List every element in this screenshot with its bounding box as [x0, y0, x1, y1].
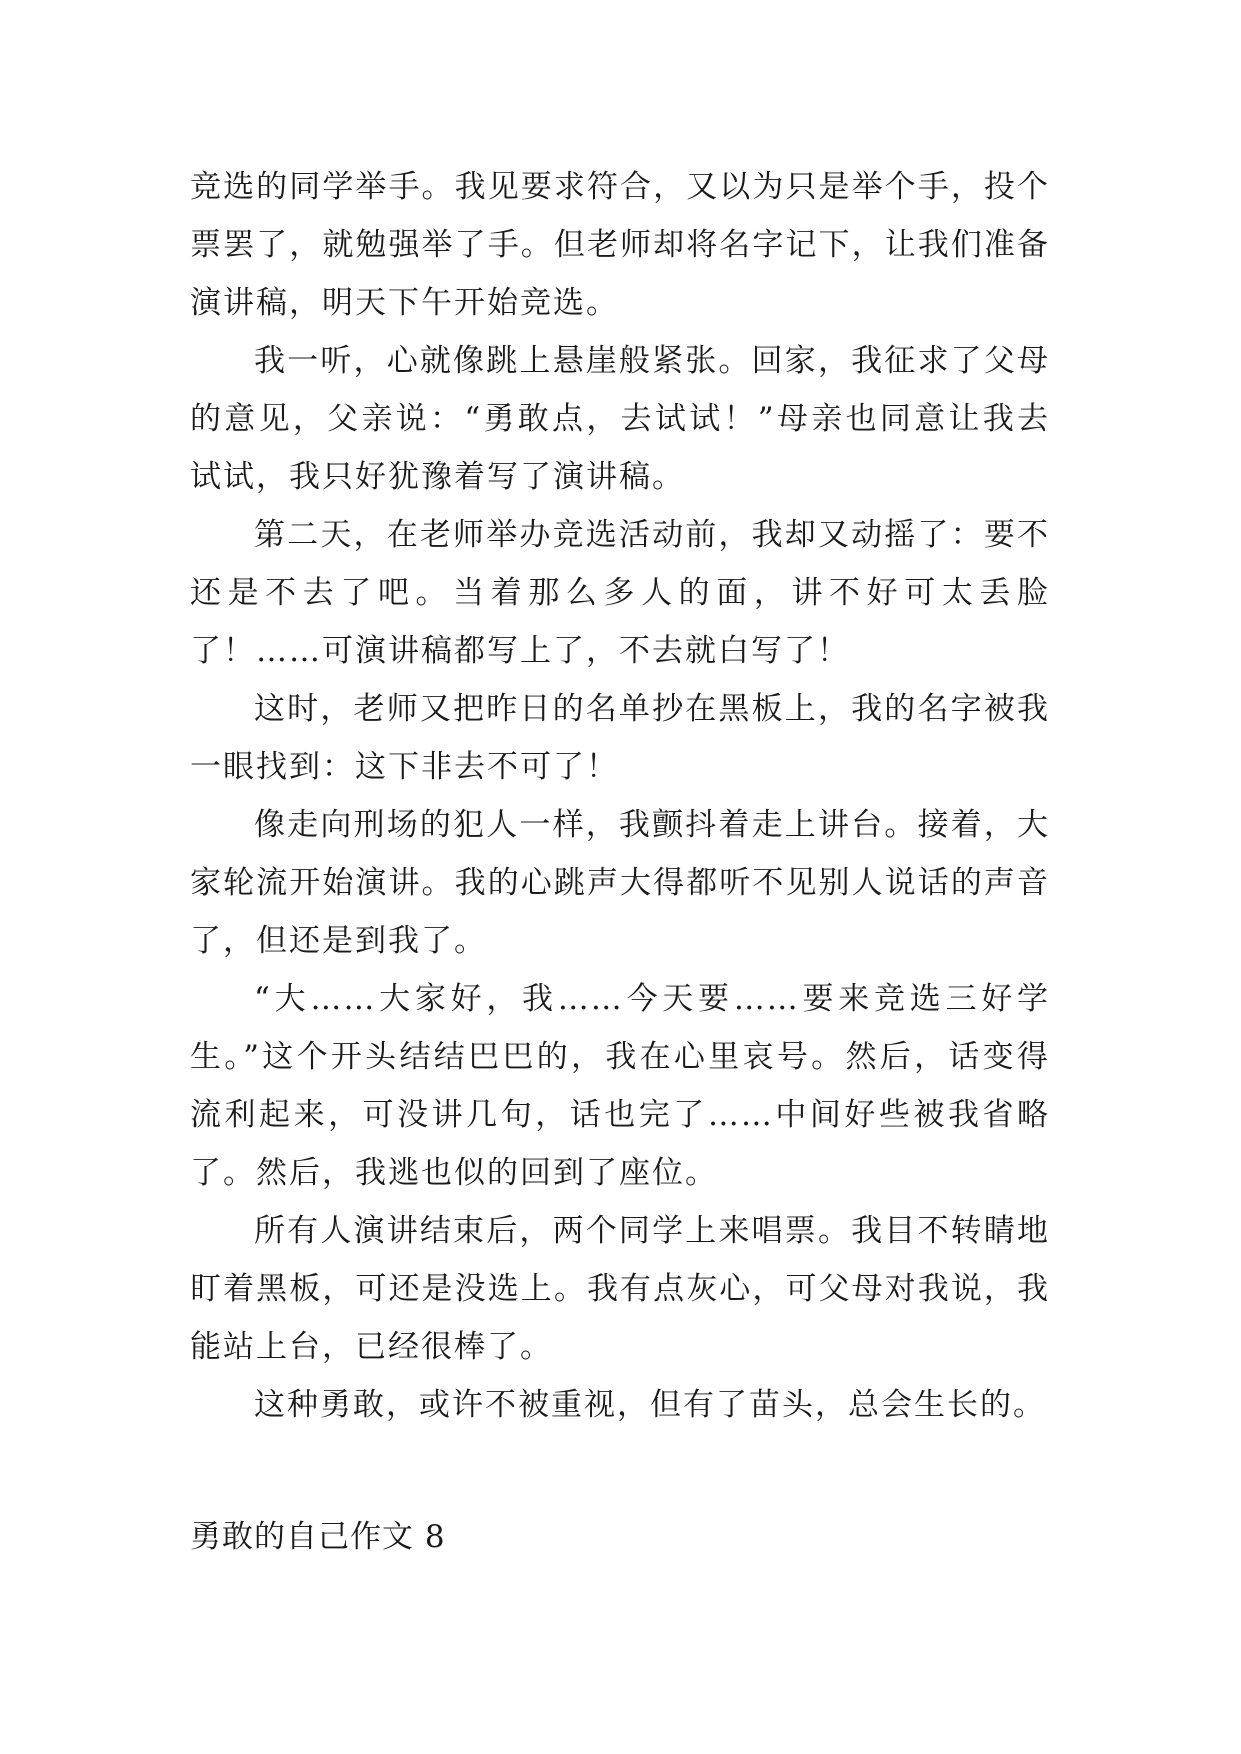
- paragraph-5: 像走向刑场的犯人一样，我颤抖着走上讲台。接着，大家轮流开始演讲。我的心跳声大得都听不见别人说话的声音了，但还是到我了。: [190, 807, 1050, 959]
- essay-body: [190, 158, 1050, 1434]
- paragraph-8: 这种勇敢，或许不被重视，但有了苗头，总会生长的。: [254, 1387, 1046, 1423]
- paragraph-7: 所有人演讲结束后，两个同学上来唱票。我目不转睛地盯着黑板，可还是没选上。我有点灰心，可父母对我说，我能站上台，已经很棒了。: [190, 1213, 1050, 1365]
- paragraph-4: 这时，老师又把昨日的名单抄在黑板上，我的名字被我一眼找到：这下非去不可了！: [190, 691, 1050, 785]
- paragraph-3: 第二天，在老师举办竞选活动前，我却又动摇了：要不还是不去了吧。当着那么多人的面，讲不好可太丢脸了！……可演讲稿都写上了，不去就白写了！: [190, 517, 1050, 669]
- paragraph-1: 竞选的同学举手。我见要求符合，又以为只是举个手，投个票罢了，就勉强举了手。但老师却将名字记下，让我们准备演讲稿，明天下午开始竞选。: [190, 169, 1050, 321]
- paragraph-2: 我一听，心就像跳上悬崖般紧张。回家，我征求了父母的意见，父亲说：“勇敢点，去试试！”母亲也同意让我去试试，我只好犹豫着写了演讲稿。: [190, 343, 1050, 495]
- paragraph-6: “大……大家好，我……今天要……要来竞选三好学生。”这个开头结结巴巴的，我在心里哀号。然后，话变得流利起来，可没讲几句，话也完了……中间好些被我省略了。然后，我逃也似的回到了座位。: [190, 981, 1050, 1191]
- section-heading: 勇敢的自己作文 8: [190, 1519, 446, 1555]
